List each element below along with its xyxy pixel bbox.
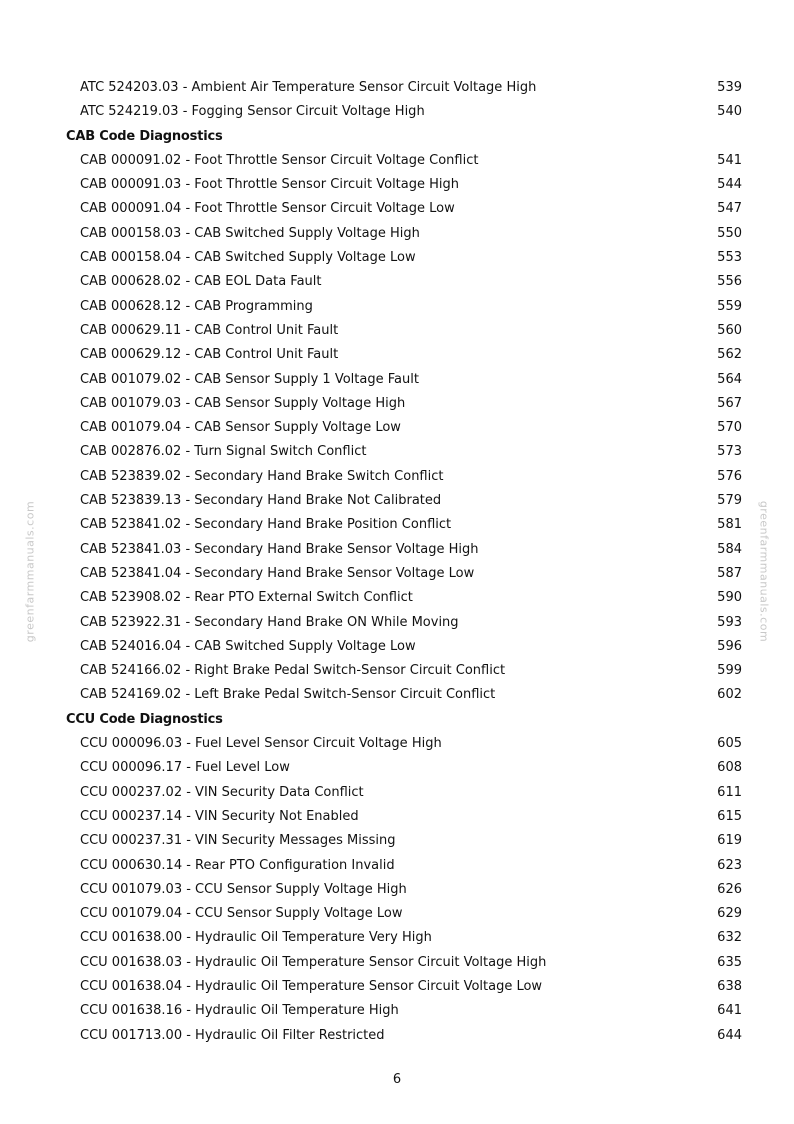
entry-page-number: 638 <box>717 978 742 994</box>
entry-page-number: 641 <box>717 1003 742 1019</box>
entry-page-number: 590 <box>717 590 742 606</box>
table-of-contents <box>0 76 794 1048</box>
toc-entry[interactable] <box>0 781 794 805</box>
entry-page-number: 579 <box>717 493 742 509</box>
entry-page-number: 593 <box>717 614 742 630</box>
toc-entry[interactable] <box>0 197 794 221</box>
entry-title: CAB 524016.04 - CAB Switched Supply Voltage Low <box>80 638 416 654</box>
entry-title: CCU 000237.14 - VIN Security Not Enabled <box>80 808 359 824</box>
toc-entry[interactable] <box>0 246 794 270</box>
entry-title: CAB 523841.03 - Secondary Hand Brake Sensor Voltage High <box>80 541 479 557</box>
entry-title: CAB 524166.02 - Right Brake Pedal Switch-Sensor Circuit Conflict <box>80 663 506 679</box>
toc-entry[interactable] <box>0 149 794 173</box>
entry-page-number: 587 <box>717 565 742 581</box>
toc-entry[interactable] <box>0 1024 794 1048</box>
entry-page-number: 635 <box>717 954 742 970</box>
entry-title: CAB 523841.04 - Secondary Hand Brake Sensor Voltage Low <box>80 565 475 581</box>
entry-page-number: 605 <box>717 736 742 752</box>
entry-title: CAB 524169.02 - Left Brake Pedal Switch-Sensor Circuit Conflict <box>80 687 496 703</box>
toc-entry[interactable] <box>0 635 794 659</box>
toc-entry[interactable] <box>0 392 794 416</box>
toc-entry[interactable] <box>0 100 794 124</box>
toc-entry[interactable] <box>0 538 794 562</box>
entry-title: CCU 001638.03 - Hydraulic Oil Temperature Sensor Circuit Voltage High <box>80 954 547 970</box>
entry-title: CAB 000158.03 - CAB Switched Supply Voltage High <box>80 225 420 241</box>
entry-title: CCU 000237.31 - VIN Security Messages Missing <box>80 833 396 849</box>
entry-page-number: 623 <box>717 857 742 873</box>
entry-page-number: 602 <box>717 687 742 703</box>
toc-entry[interactable] <box>0 756 794 780</box>
entry-page-number: 584 <box>717 541 742 557</box>
entry-title: CCU 000096.03 - Fuel Level Sensor Circuit Voltage High <box>80 736 442 752</box>
toc-entry[interactable] <box>0 295 794 319</box>
entry-page-number: 539 <box>717 80 742 95</box>
entry-page-number: 573 <box>717 444 742 460</box>
entry-page-number: 560 <box>717 322 742 338</box>
entry-title: CCU 001638.00 - Hydraulic Oil Temperature Very High <box>80 930 432 946</box>
toc-section-heading <box>0 125 794 149</box>
entry-title: CAB 001079.04 - CAB Sensor Supply Voltage Low <box>80 420 401 436</box>
entry-title: ATC 524219.03 - Fogging Sensor Circuit Voltage High <box>80 104 425 120</box>
entry-page-number: 615 <box>717 808 742 824</box>
entry-title: CCU 001079.03 - CCU Sensor Supply Voltage High <box>80 881 407 897</box>
entry-title: CAB 523908.02 - Rear PTO External Switch Conflict <box>80 590 413 606</box>
toc-entry[interactable] <box>0 270 794 294</box>
toc-entry[interactable] <box>0 683 794 707</box>
watermark-right: greenfarmmanuals.com <box>757 500 771 643</box>
entry-page-number: 608 <box>717 760 742 776</box>
section-title: CCU Code Diagnostics <box>66 711 223 727</box>
toc-entry[interactable] <box>0 586 794 610</box>
entry-title: CAB 000158.04 - CAB Switched Supply Voltage Low <box>80 250 416 266</box>
toc-entry[interactable] <box>0 926 794 950</box>
toc-entry[interactable] <box>0 951 794 975</box>
entry-title: CAB 523841.02 - Secondary Hand Brake Position Conflict <box>80 517 452 533</box>
entry-page-number: 567 <box>717 395 742 411</box>
entry-page-number: 596 <box>717 638 742 654</box>
entry-title: CAB 000629.12 - CAB Control Unit Fault <box>80 347 339 363</box>
toc-section-heading <box>0 708 794 732</box>
entry-title: CAB 000091.02 - Foot Throttle Sensor Circuit Voltage Conflict <box>80 152 479 168</box>
entry-page-number: 540 <box>717 104 742 120</box>
watermark-left: greenfarmmanuals.com <box>23 500 37 643</box>
toc-entry[interactable] <box>0 513 794 537</box>
toc-entry[interactable] <box>0 854 794 878</box>
entry-page-number: 562 <box>717 347 742 363</box>
section-title: CAB Code Diagnostics <box>66 128 223 144</box>
toc-entry[interactable] <box>0 611 794 635</box>
entry-title: CAB 523922.31 - Secondary Hand Brake ON While Moving <box>80 614 459 630</box>
entry-title: CCU 001079.04 - CCU Sensor Supply Voltage Low <box>80 906 403 922</box>
entry-page-number: 626 <box>717 881 742 897</box>
entry-title: CAB 001079.02 - CAB Sensor Supply 1 Voltage Fault <box>80 371 419 387</box>
toc-entry[interactable] <box>0 173 794 197</box>
toc-entry[interactable] <box>0 562 794 586</box>
toc-entry[interactable] <box>0 319 794 343</box>
entry-page-number: 644 <box>717 1027 742 1043</box>
entry-page-number: 611 <box>717 784 742 800</box>
entry-title: CCU 001638.16 - Hydraulic Oil Temperature High <box>80 1003 399 1019</box>
toc-entry[interactable] <box>0 465 794 489</box>
entry-page-number: 619 <box>717 833 742 849</box>
entry-page-number: 544 <box>717 177 742 193</box>
entry-page-number: 632 <box>717 930 742 946</box>
entry-title: CCU 001713.00 - Hydraulic Oil Filter Restricted <box>80 1027 385 1043</box>
entry-title: CAB 000629.11 - CAB Control Unit Fault <box>80 322 339 338</box>
toc-entry[interactable] <box>0 416 794 440</box>
entry-page-number: 553 <box>717 250 742 266</box>
toc-entry[interactable] <box>0 829 794 853</box>
toc-entry[interactable] <box>0 878 794 902</box>
toc-entry[interactable] <box>0 805 794 829</box>
entry-page-number: 570 <box>717 420 742 436</box>
entry-title: CAB 000091.04 - Foot Throttle Sensor Circuit Voltage Low <box>80 201 455 217</box>
toc-entry[interactable] <box>0 732 794 756</box>
entry-page-number: 576 <box>717 468 742 484</box>
entry-title: CAB 000091.03 - Foot Throttle Sensor Circuit Voltage High <box>80 177 459 193</box>
entry-page-number: 629 <box>717 906 742 922</box>
entry-title: CAB 002876.02 - Turn Signal Switch Conflict <box>80 444 367 460</box>
toc-entry[interactable] <box>0 999 794 1023</box>
toc-entry[interactable] <box>0 343 794 367</box>
entry-page-number: 550 <box>717 225 742 241</box>
toc-entry[interactable] <box>0 489 794 513</box>
toc-entry[interactable] <box>0 440 794 464</box>
entry-page-number: 556 <box>717 274 742 290</box>
entry-page-number: 599 <box>717 663 742 679</box>
toc-entry[interactable] <box>0 902 794 926</box>
entry-page-number: 541 <box>717 152 742 168</box>
toc-entry[interactable] <box>0 368 794 392</box>
toc-entry[interactable] <box>0 76 794 100</box>
entry-title: CCU 000096.17 - Fuel Level Low <box>80 760 290 776</box>
entry-page-number: 581 <box>717 517 742 533</box>
toc-entry[interactable] <box>0 659 794 683</box>
entry-page-number: 564 <box>717 371 742 387</box>
entry-title: CAB 000628.12 - CAB Programming <box>80 298 313 314</box>
entry-page-number: 559 <box>717 298 742 314</box>
toc-entry[interactable] <box>0 975 794 999</box>
entry-title: CCU 001638.04 - Hydraulic Oil Temperature Sensor Circuit Voltage Low <box>80 978 543 994</box>
entry-title: CCU 000237.02 - VIN Security Data Conflict <box>80 784 364 800</box>
entry-title: CAB 523839.02 - Secondary Hand Brake Switch Conflict <box>80 468 444 484</box>
entry-title: CCU 000630.14 - Rear PTO Configuration Invalid <box>80 857 395 873</box>
entry-title: ATC 524203.03 - Ambient Air Temperature Sensor Circuit Voltage High <box>80 80 537 95</box>
toc-entry[interactable] <box>0 222 794 246</box>
entry-title: CAB 000628.02 - CAB EOL Data Fault <box>80 274 322 290</box>
entry-title: CAB 001079.03 - CAB Sensor Supply Voltage High <box>80 395 406 411</box>
page-number: 6 <box>392 1072 402 1087</box>
entry-page-number: 547 <box>717 201 742 217</box>
entry-title: CAB 523839.13 - Secondary Hand Brake Not Calibrated <box>80 493 442 509</box>
